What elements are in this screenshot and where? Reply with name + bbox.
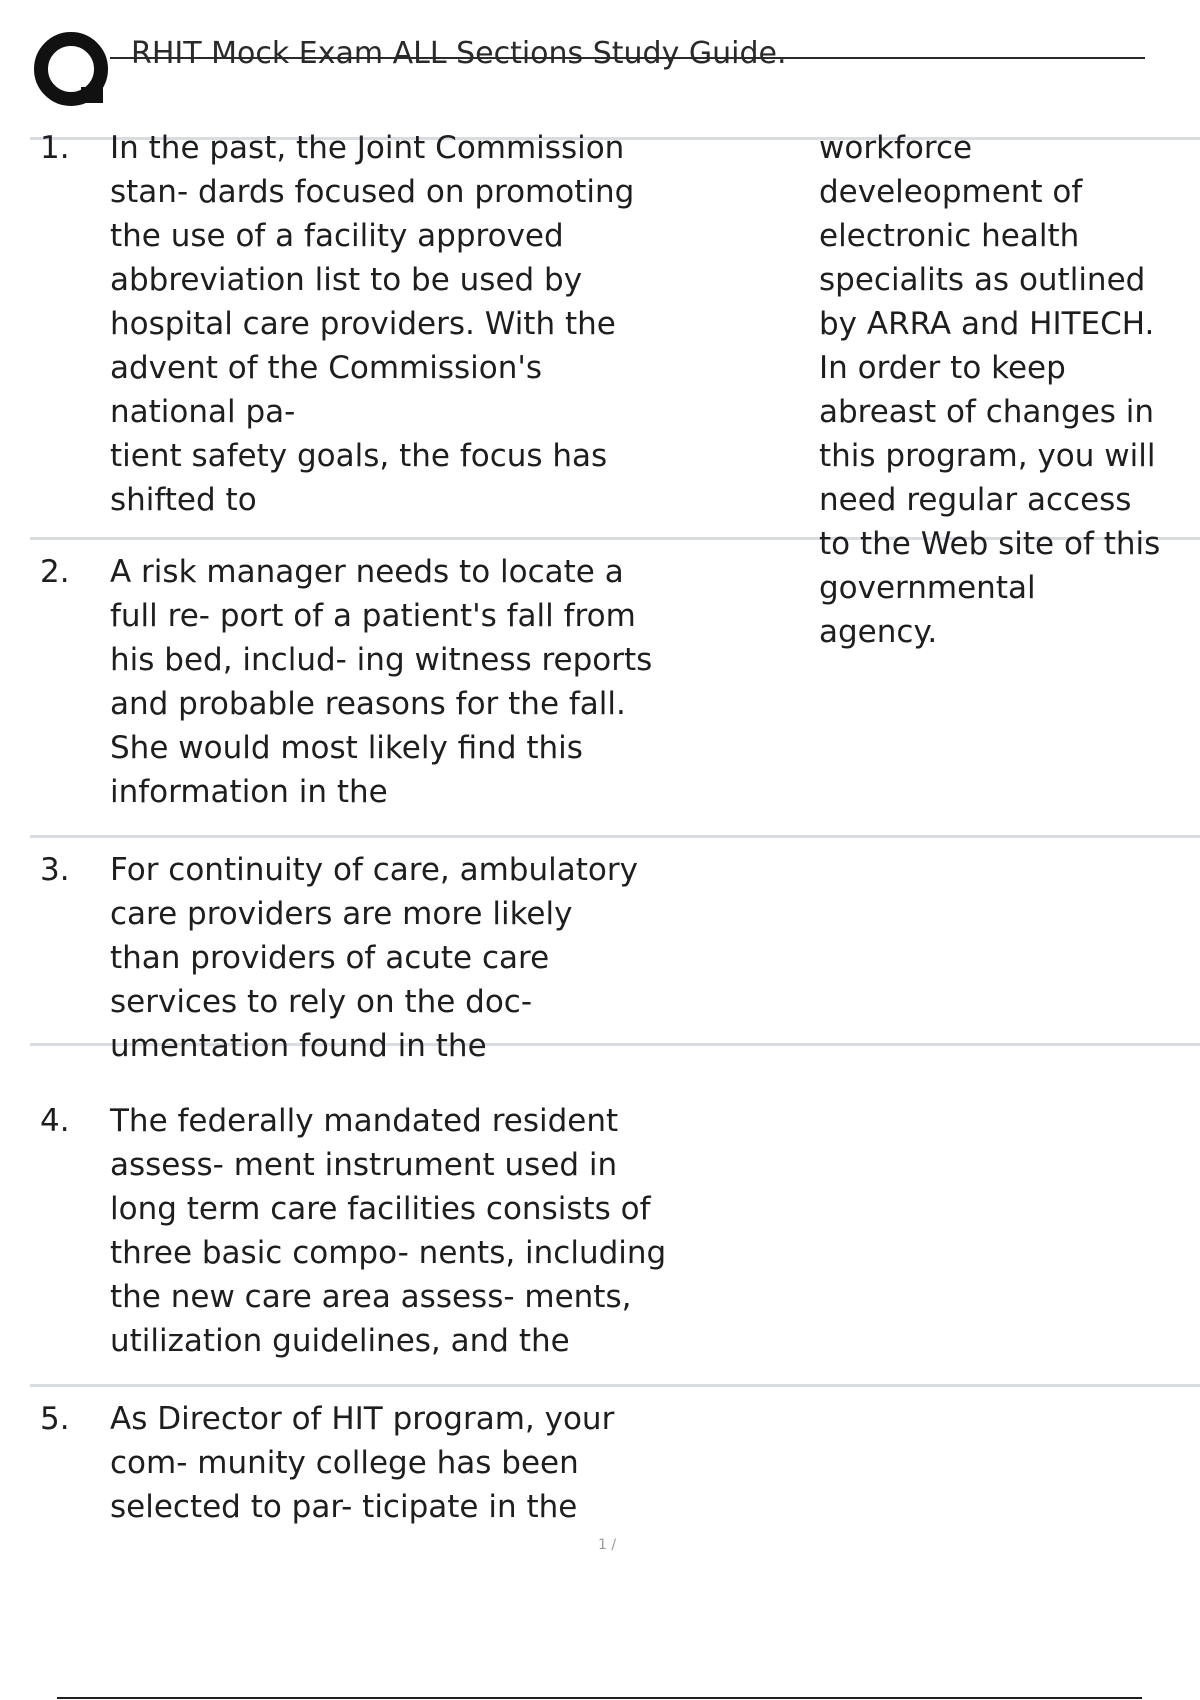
question-text: For continuity of care, ambulatory care providers are more likely than providers of acute care services to rely on the doc- umentation found in the bbox=[110, 852, 638, 1064]
footer-rule bbox=[57, 1697, 1142, 1699]
document-title: RHIT Mock Exam ALL Sections Study Guide. bbox=[131, 36, 787, 71]
answer-text: workforce develeopment of electronic health specialits as outlined by ARRA and HITECH. In order to keep abreast of changes in this program, you will need regular access to the Web site of this governmental agency. bbox=[819, 130, 1161, 650]
question-text: The federally mandated resident assess- ment instrument used in long term care facilities consists of three basic compo- nents, including the new care area assess- ments, utilization guidelines, and the bbox=[110, 1103, 667, 1359]
question-number: 4. bbox=[40, 1103, 70, 1139]
row-divider bbox=[30, 1384, 1200, 1387]
question-text: In the past, the Joint Commission stan- dards focused on promoting the use of a facility approved abbreviation list to be used by hospital care providers. With the advent of the Commission's national pa- tient safety goals, the focus has shifted to bbox=[110, 130, 635, 518]
row-divider bbox=[30, 835, 1200, 838]
question-text: As Director of HIT program, your com- munity college has been selected to par- ticipate in the bbox=[110, 1401, 615, 1525]
question-number: 5. bbox=[40, 1401, 70, 1437]
question-number: 1. bbox=[40, 130, 70, 166]
question-number: 2. bbox=[40, 554, 70, 590]
question-text: A risk manager needs to locate a full re- port of a patient's fall from his bed, includ- ing witness reports and probable reasons for the fall. She would most likely find this information in the bbox=[110, 554, 653, 810]
page-number: 1 / bbox=[598, 1537, 617, 1553]
quizlet-q-icon bbox=[33, 31, 111, 109]
question-number: 3. bbox=[40, 852, 70, 888]
